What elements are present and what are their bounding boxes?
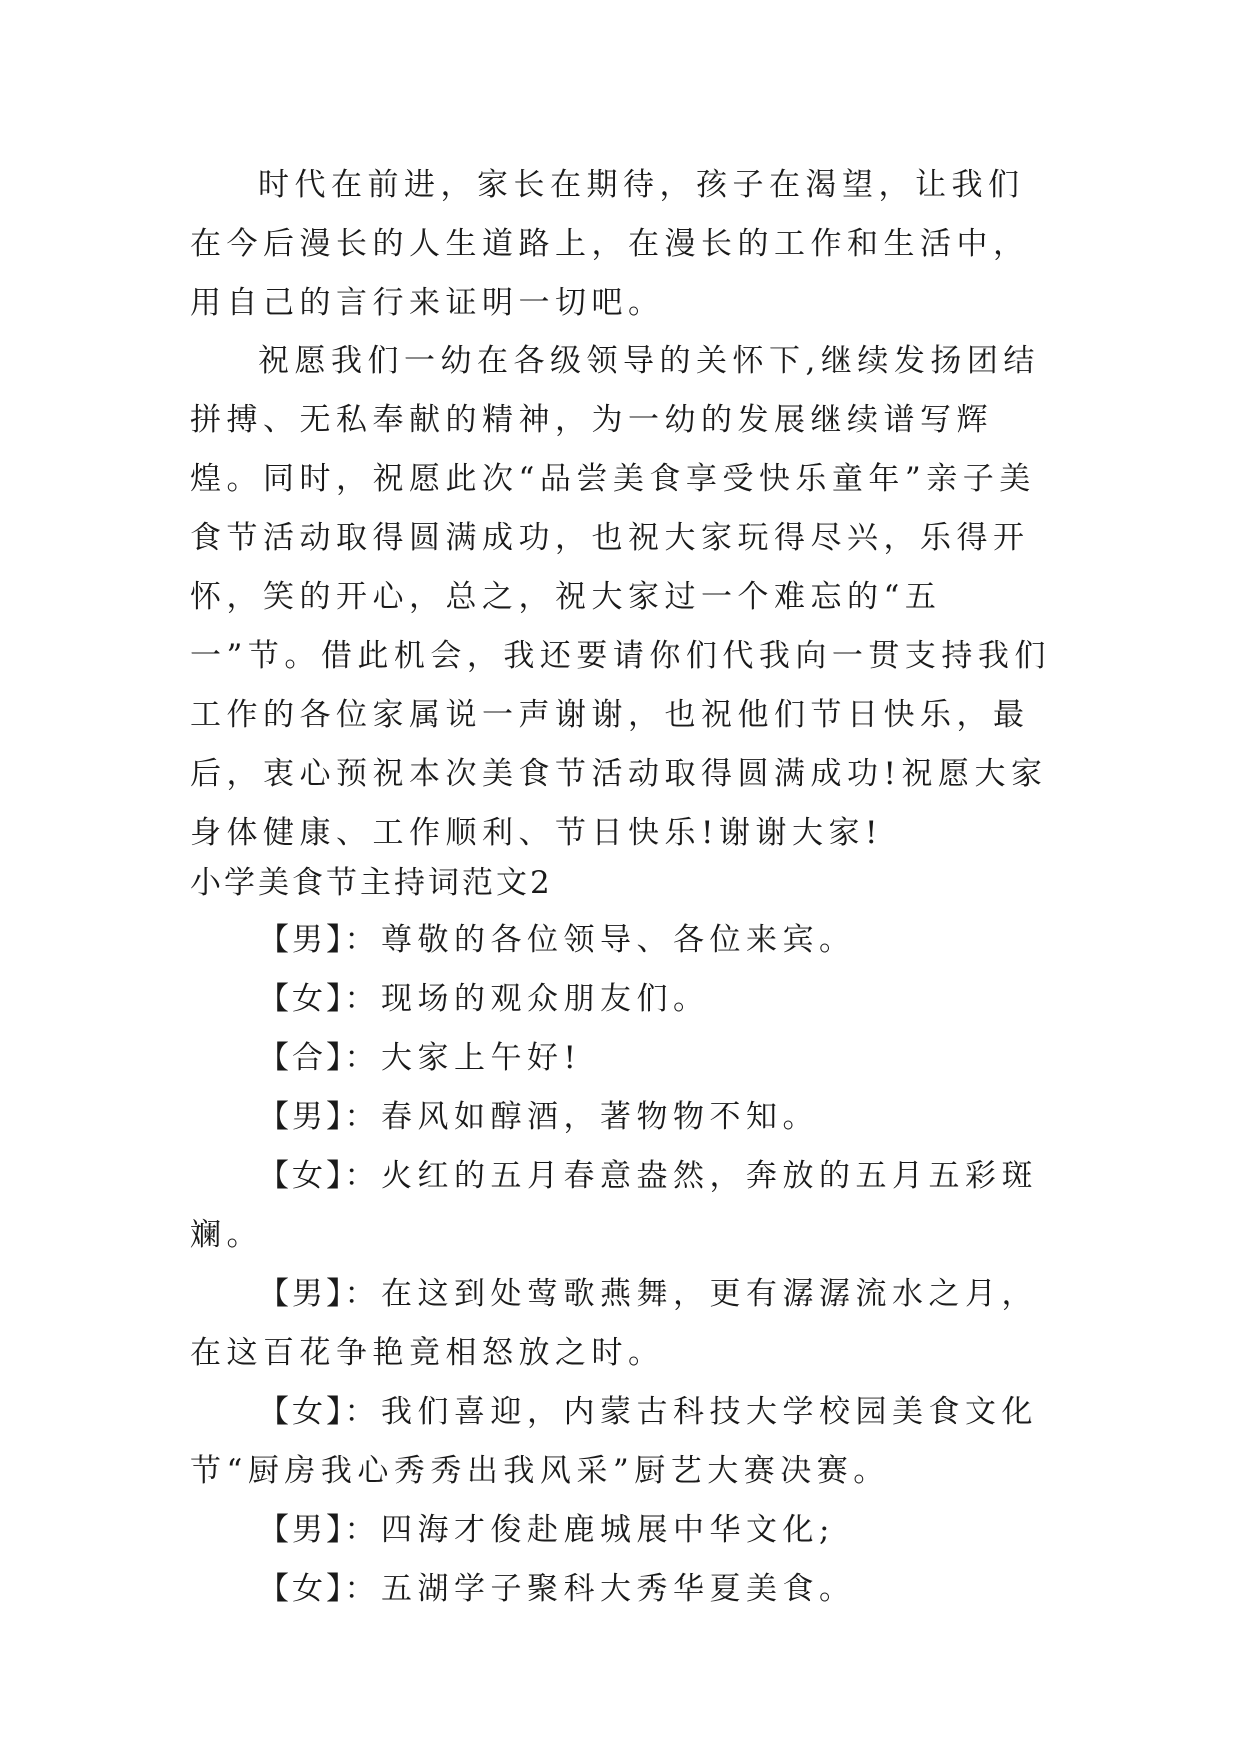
- dialogue-line: [190, 970, 1052, 1029]
- dialogue-line: [190, 1029, 1052, 1088]
- speaker-label: 【女】: [258, 981, 345, 1017]
- dialogue-text: ：现场的观众朋友们。: [344, 981, 710, 1017]
- host-dialogue: [190, 911, 1052, 1619]
- dialogue-text: ：火红的五月春意盎然，奔放的五月五彩斑斓。: [190, 1158, 1038, 1253]
- dialogue-text: ：我们喜迎，内蒙古科技大学校园美食文化节“厨房我心秀秀出我风采”厨艺大赛决赛。: [190, 1394, 1038, 1489]
- dialogue-text: ：四海才俊赴鹿城展中华文化;: [344, 1512, 835, 1548]
- speaker-label: 【女】: [258, 1158, 345, 1194]
- speaker-label: 【女】: [258, 1571, 345, 1607]
- dialogue-line: [190, 1147, 1052, 1265]
- dialogue-text: ：五湖学子聚科大秀华夏美食。: [344, 1571, 856, 1607]
- dialogue-text: ：大家上午好!: [344, 1040, 582, 1076]
- dialogue-line: [190, 1383, 1052, 1501]
- dialogue-line: [190, 1265, 1052, 1383]
- dialogue-line: [190, 1088, 1052, 1147]
- dialogue-text: ：春风如醇酒，著物物不知。: [344, 1099, 819, 1135]
- section-title: 小学美食节主持词范文2: [190, 865, 553, 901]
- speaker-label: 【男】: [258, 1512, 345, 1548]
- speaker-label: 【男】: [258, 1276, 345, 1312]
- speaker-label: 【男】: [258, 1099, 345, 1135]
- speaker-label: 【合】: [258, 1040, 345, 1076]
- paragraph-closing-remarks: 时代在前进，家长在期待，孩子在渴望，让我们在今后漫长的人生道路上，在漫长的工作和生活中，用自己的言行来证明一切吧。: [190, 167, 1030, 321]
- dialogue-line: [190, 1560, 1052, 1619]
- dialogue-text: ：尊敬的各位领导、各位来宾。: [344, 922, 856, 958]
- speaker-label: 【女】: [258, 1394, 345, 1430]
- paragraph-wishes: 祝愿我们一幼在各级领导的关怀下,继续发扬团结拼搏、无私奉献的精神，为一幼的发展继续谱写辉煌。同时，祝愿此次“品尝美食享受快乐童年”亲子美食节活动取得圆满成功，也祝大家玩得尽兴，乐得开怀，笑的开心，总之，祝大家过一个难忘的“五一”节。借此机会，我还要请你们代我向一贯支持我们工作的各位家属说一声谢谢，也祝他们节日快乐，最后，衷心预祝本次美食节活动取得圆满成功!祝愿大家身体健康、工作顺利、节日快乐!谢谢大家!: [190, 343, 1051, 851]
- dialogue-text: ：在这到处莺歌燕舞，更有潺潺流水之月，在这百花争艳竟相怒放之时。: [190, 1276, 1038, 1371]
- dialogue-line: [190, 1501, 1052, 1560]
- speaker-label: 【男】: [258, 922, 345, 958]
- dialogue-line: [190, 911, 1052, 970]
